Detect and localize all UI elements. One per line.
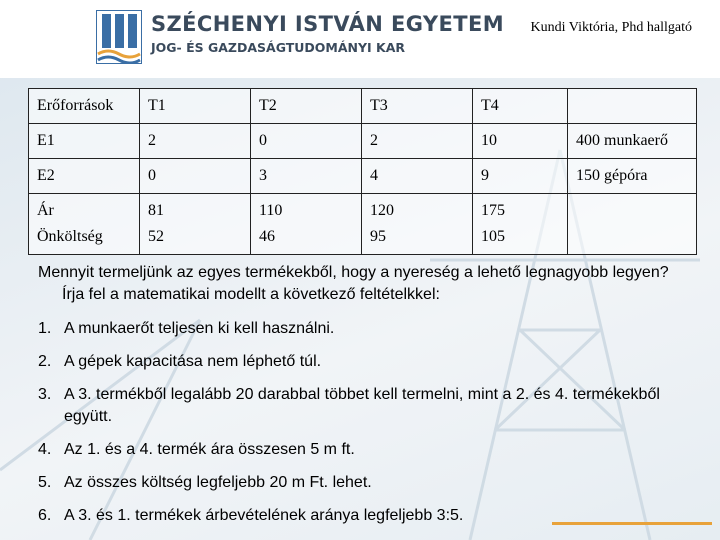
- university-logo-icon: [96, 10, 142, 64]
- table-cell: 4: [362, 159, 473, 194]
- faculty-name: JOG- ÉS GAZDASÁGTUDOMÁNYI KAR: [151, 40, 406, 55]
- condition-text: A 3. termékből legalább 20 darabbal többet kell termelni, mint a 2. és 4. termékekből együtt.: [64, 386, 660, 425]
- table-header-cell: T2: [251, 89, 362, 124]
- accent-divider: [552, 522, 712, 525]
- table-cell: 0: [140, 159, 251, 194]
- table-header-cell: T1: [140, 89, 251, 124]
- table-cell: 400 munkaerő: [568, 124, 697, 159]
- table-cell: 2: [362, 124, 473, 159]
- table-cell: [568, 194, 697, 255]
- condition-number: 2.: [38, 353, 52, 370]
- table-cell: E1: [29, 124, 140, 159]
- condition-number: 5.: [38, 474, 52, 491]
- condition-text: A gépek kapacitása nem léphető túl.: [64, 353, 322, 370]
- table-cell: 81 52: [140, 194, 251, 255]
- condition-item: [38, 318, 678, 340]
- table-header-cell: Erőforrások: [29, 89, 140, 124]
- condition-number: 1.: [38, 320, 52, 337]
- table-cell: 9: [473, 159, 568, 194]
- table-cell: 175 105: [473, 194, 568, 255]
- table-header-cell: T4: [473, 89, 568, 124]
- table-row: [29, 159, 697, 194]
- table-row: [29, 194, 697, 255]
- condition-item: [38, 351, 678, 373]
- problem-text: [38, 262, 678, 538]
- author-name: Kundi Viktória, Phd hallgató: [530, 20, 692, 35]
- condition-text: A 3. és 1. termékek árbevételének aránya legfeljebb 3:5.: [64, 507, 464, 524]
- table-cell: E2: [29, 159, 140, 194]
- resource-table: [28, 88, 697, 255]
- table-header-cell: T3: [362, 89, 473, 124]
- table-cell: 2: [140, 124, 251, 159]
- condition-list: [38, 318, 678, 527]
- table-cell: 120 95: [362, 194, 473, 255]
- table-cell: 0: [251, 124, 362, 159]
- university-name: SZÉCHENYI ISTVÁN EGYETEM: [151, 12, 505, 36]
- table-cell: 10: [473, 124, 568, 159]
- header-bar: [0, 0, 720, 78]
- condition-text: Az összes költség legfeljebb 20 m Ft. lehet.: [64, 474, 372, 491]
- table-row: [29, 124, 697, 159]
- condition-number: 6.: [38, 507, 52, 524]
- condition-number: 4.: [38, 441, 52, 458]
- table-row: [29, 89, 697, 124]
- condition-text: Az 1. és a 4. termék ára összesen 5 m ft.: [64, 441, 355, 458]
- table-cell: 3: [251, 159, 362, 194]
- table-cell: Ár Önköltség: [29, 194, 140, 255]
- condition-item: [38, 439, 678, 461]
- condition-number: 3.: [38, 386, 52, 403]
- condition-item: [38, 384, 678, 428]
- table-header-cell: [568, 89, 697, 124]
- table-cell: 150 gépóra: [568, 159, 697, 194]
- problem-intro: Mennyit termeljünk az egyes termékekből, hogy a nyereség a lehető legnagyobb legyen? Írja fel a matematikai modellt a következő feltételkkel:: [38, 264, 669, 303]
- condition-text: A munkaerőt teljesen ki kell használni.: [64, 320, 335, 337]
- table-cell: 110 46: [251, 194, 362, 255]
- condition-item: [38, 472, 678, 494]
